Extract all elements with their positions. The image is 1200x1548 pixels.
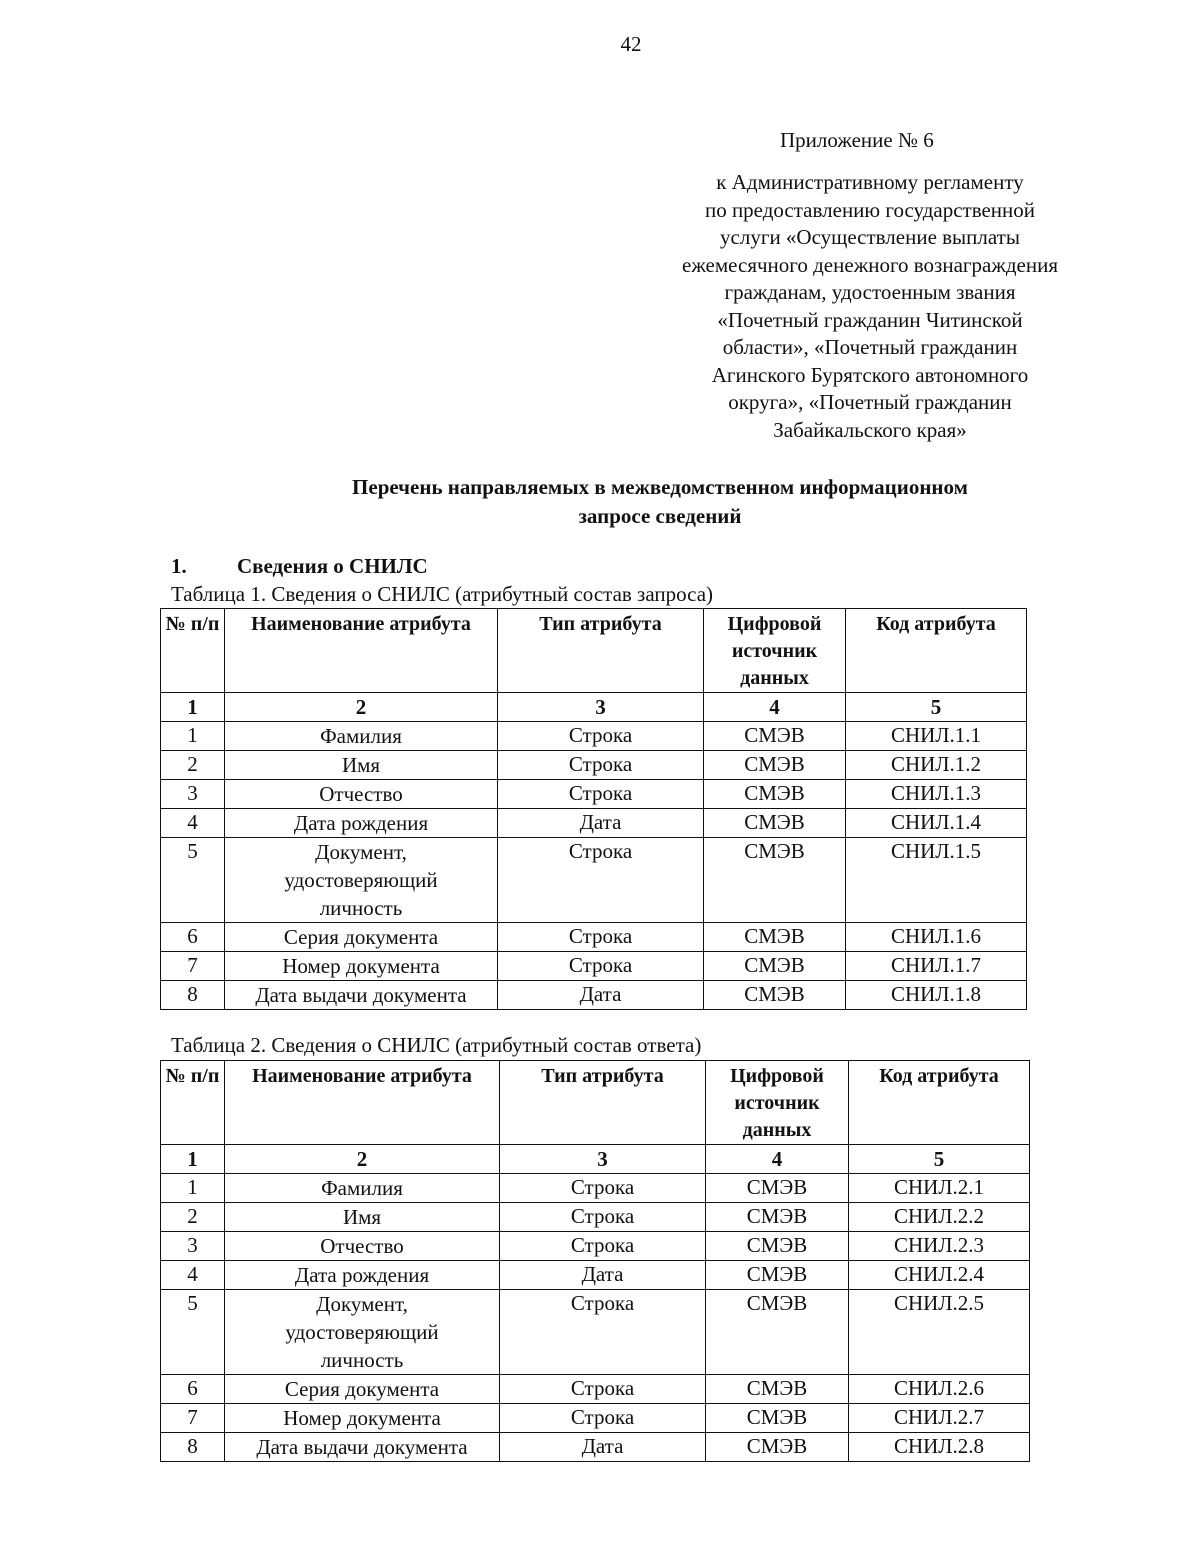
row-number: 5 <box>161 1290 225 1375</box>
table-row <box>161 1433 1030 1462</box>
table-row <box>161 1290 1030 1375</box>
attribute-name-line: Серия документа <box>284 1377 440 1401</box>
row-number: 2 <box>161 1203 225 1232</box>
header-number: № п/п <box>161 609 225 693</box>
row-number: 5 <box>161 838 225 923</box>
attribute-code: СНИЛ.2.2 <box>849 1203 1030 1232</box>
table-row <box>161 722 1027 751</box>
attribute-name <box>225 838 498 923</box>
attribute-name <box>225 1261 500 1290</box>
table-index-row <box>161 693 1027 722</box>
attribute-code: СНИЛ.1.5 <box>846 838 1027 923</box>
attribute-type: Строка <box>500 1174 706 1203</box>
attribute-type: Дата <box>500 1261 706 1290</box>
attribute-name-line: Отчество <box>320 1234 404 1258</box>
data-source: СМЭВ <box>706 1174 849 1203</box>
table-2-body <box>161 1174 1030 1462</box>
attribute-code: СНИЛ.2.5 <box>849 1290 1030 1375</box>
index-cell: 2 <box>225 1145 500 1174</box>
section-heading <box>171 554 428 579</box>
attribute-type: Строка <box>500 1404 706 1433</box>
attribute-name-line: Дата рождения <box>294 1263 430 1287</box>
attribute-code: СНИЛ.1.3 <box>846 780 1027 809</box>
attribute-name-line: личность <box>320 1348 404 1372</box>
attribute-type: Строка <box>498 838 704 923</box>
heading-line-1: Перечень направляемых в межведомственном информационном <box>352 475 968 499</box>
data-source: СМЭВ <box>704 923 846 952</box>
attribute-type: Строка <box>500 1290 706 1375</box>
data-source: СМЭВ <box>706 1375 849 1404</box>
attribute-type: Дата <box>500 1433 706 1462</box>
table-1-body <box>161 722 1027 1010</box>
row-number: 2 <box>161 751 225 780</box>
data-source: СМЭВ <box>706 1290 849 1375</box>
index-cell: 2 <box>225 693 498 722</box>
appendix-line: округа», «Почетный гражданин <box>728 390 1012 414</box>
table-2 <box>160 1060 1030 1462</box>
attribute-name <box>225 952 498 981</box>
table-row <box>161 780 1027 809</box>
appendix-title: Приложение № 6 <box>780 128 934 152</box>
attribute-name <box>225 1203 500 1232</box>
index-cell: 3 <box>500 1145 706 1174</box>
attribute-name-line: Имя <box>342 1205 382 1229</box>
header-data-source: Цифровой источник данных <box>706 1061 849 1145</box>
attribute-name-line: Дата выдачи документа <box>255 983 467 1007</box>
attribute-type: Строка <box>498 923 704 952</box>
document-heading <box>260 473 1060 531</box>
attribute-name-line: Номер документа <box>283 1406 441 1430</box>
table-header-row <box>161 609 1027 693</box>
table-row <box>161 1404 1030 1433</box>
attribute-name-line: удостоверяющий <box>285 1320 439 1344</box>
row-number: 8 <box>161 1433 225 1462</box>
table-row <box>161 981 1027 1010</box>
attribute-name-line: Документ, <box>315 840 407 864</box>
index-cell: 4 <box>706 1145 849 1174</box>
table-row <box>161 1232 1030 1261</box>
page-number: 42 <box>620 32 642 56</box>
attribute-type: Строка <box>500 1203 706 1232</box>
data-source: СМЭВ <box>706 1203 849 1232</box>
attribute-name-line: Серия документа <box>283 925 439 949</box>
header-attribute-type: Тип атрибута <box>498 609 704 693</box>
attribute-type: Строка <box>498 751 704 780</box>
table-1 <box>160 608 1027 1010</box>
row-number: 3 <box>161 1232 225 1261</box>
attribute-name-line: Дата выдачи документа <box>256 1435 468 1459</box>
table-header-row <box>161 1061 1030 1145</box>
table-row <box>161 838 1027 923</box>
appendix-line: по предоставлению государственной <box>704 197 1036 222</box>
table-index-row <box>161 1145 1030 1174</box>
table-row <box>161 923 1027 952</box>
attribute-type: Строка <box>500 1232 706 1261</box>
attribute-code: СНИЛ.1.1 <box>846 722 1027 751</box>
attribute-name <box>225 751 498 780</box>
data-source: СМЭВ <box>704 838 846 923</box>
row-number: 1 <box>161 722 225 751</box>
attribute-name <box>225 1375 500 1404</box>
data-source: СМЭВ <box>704 809 846 838</box>
attribute-code: СНИЛ.1.4 <box>846 809 1027 838</box>
index-cell: 1 <box>161 693 225 722</box>
attribute-code: СНИЛ.1.6 <box>846 923 1027 952</box>
index-cell: 3 <box>498 693 704 722</box>
appendix-line: Агинского Бурятского автономного <box>711 362 1029 387</box>
data-source: СМЭВ <box>706 1404 849 1433</box>
header-number: № п/п <box>161 1061 225 1145</box>
attribute-type: Дата <box>498 981 704 1010</box>
row-number: 6 <box>161 1375 225 1404</box>
row-number: 8 <box>161 981 225 1010</box>
table-row <box>161 1375 1030 1404</box>
table-row <box>161 952 1027 981</box>
index-cell: 4 <box>704 693 846 722</box>
attribute-name <box>225 1404 500 1433</box>
appendix-line: Забайкальского края» <box>773 417 967 442</box>
attribute-name-line: удостоверяющий <box>284 868 438 892</box>
attribute-name <box>225 1174 500 1203</box>
index-cell: 1 <box>161 1145 225 1174</box>
attribute-code: СНИЛ.2.6 <box>849 1375 1030 1404</box>
data-source: СМЭВ <box>704 981 846 1010</box>
attribute-name-line: личность <box>319 896 403 920</box>
attribute-code: СНИЛ.1.7 <box>846 952 1027 981</box>
row-number: 3 <box>161 780 225 809</box>
appendix-line: услуги «Осуществление выплаты <box>720 225 1020 249</box>
appendix-line: «Почетный гражданин Читинской <box>717 307 1023 332</box>
section-number: 1. <box>171 554 187 578</box>
attribute-code: СНИЛ.2.8 <box>849 1433 1030 1462</box>
data-source: СМЭВ <box>706 1261 849 1290</box>
attribute-name-line: Номер документа <box>282 954 440 978</box>
data-source: СМЭВ <box>706 1232 849 1261</box>
appendix-line: к Административному регламенту <box>716 170 1024 194</box>
index-cell: 5 <box>846 693 1027 722</box>
attribute-type: Строка <box>500 1375 706 1404</box>
attribute-name <box>225 1232 500 1261</box>
table-2-caption: Таблица 2. Сведения о СНИЛС (атрибутный состав ответа) <box>171 1033 702 1057</box>
data-source: СМЭВ <box>704 751 846 780</box>
attribute-type: Строка <box>498 722 704 751</box>
data-source: СМЭВ <box>704 952 846 981</box>
appendix-line: гражданам, удостоенным звания <box>724 280 1016 304</box>
table-1-caption: Таблица 1. Сведения о СНИЛС (атрибутный состав запроса) <box>171 582 714 606</box>
row-number: 4 <box>161 1261 225 1290</box>
appendix-line: ежемесячного денежного вознаграждения <box>682 252 1058 277</box>
header-attribute-name: Наименование атрибута <box>225 1061 500 1145</box>
attribute-name <box>225 1433 500 1462</box>
row-number: 4 <box>161 809 225 838</box>
attribute-code: СНИЛ.2.3 <box>849 1232 1030 1261</box>
attribute-code: СНИЛ.2.7 <box>849 1404 1030 1433</box>
row-number: 6 <box>161 923 225 952</box>
attribute-name <box>225 780 498 809</box>
index-cell: 5 <box>849 1145 1030 1174</box>
attribute-name-line: Имя <box>341 753 381 777</box>
attribute-name <box>225 1290 500 1375</box>
header-attribute-code: Код атрибута <box>846 609 1027 693</box>
attribute-name-line: Фамилия <box>320 724 402 748</box>
row-number: 7 <box>161 952 225 981</box>
table-row <box>161 1174 1030 1203</box>
attribute-type: Строка <box>498 780 704 809</box>
table-row <box>161 1261 1030 1290</box>
attribute-code: СНИЛ.2.1 <box>849 1174 1030 1203</box>
attribute-name <box>225 809 498 838</box>
header-data-source: Цифровой источник данных <box>704 609 846 693</box>
attribute-name-line: Документ, <box>316 1292 408 1316</box>
data-source: СМЭВ <box>704 780 846 809</box>
row-number: 7 <box>161 1404 225 1433</box>
attribute-name <box>225 722 498 751</box>
header-attribute-name: Наименование атрибута <box>225 609 498 693</box>
attribute-name-line: Дата рождения <box>293 811 429 835</box>
heading-line-2: запросе сведений <box>578 504 742 528</box>
appendix-line: области», «Почетный гражданин <box>722 335 1018 359</box>
data-source: СМЭВ <box>704 722 846 751</box>
data-source: СМЭВ <box>706 1433 849 1462</box>
header-attribute-type: Тип атрибута <box>500 1061 706 1145</box>
attribute-name <box>225 923 498 952</box>
attribute-name-line: Фамилия <box>321 1176 403 1200</box>
table-row <box>161 751 1027 780</box>
row-number: 1 <box>161 1174 225 1203</box>
table-row <box>161 809 1027 838</box>
table-row <box>161 1203 1030 1232</box>
appendix-body <box>640 169 1100 444</box>
attribute-name-line: Отчество <box>319 782 403 806</box>
header-attribute-code: Код атрибута <box>849 1061 1030 1145</box>
attribute-code: СНИЛ.1.8 <box>846 981 1027 1010</box>
section-title: Сведения о СНИЛС <box>237 554 428 578</box>
attribute-name <box>225 981 498 1010</box>
attribute-type: Строка <box>498 952 704 981</box>
attribute-type: Дата <box>498 809 704 838</box>
attribute-code: СНИЛ.1.2 <box>846 751 1027 780</box>
attribute-code: СНИЛ.2.4 <box>849 1261 1030 1290</box>
